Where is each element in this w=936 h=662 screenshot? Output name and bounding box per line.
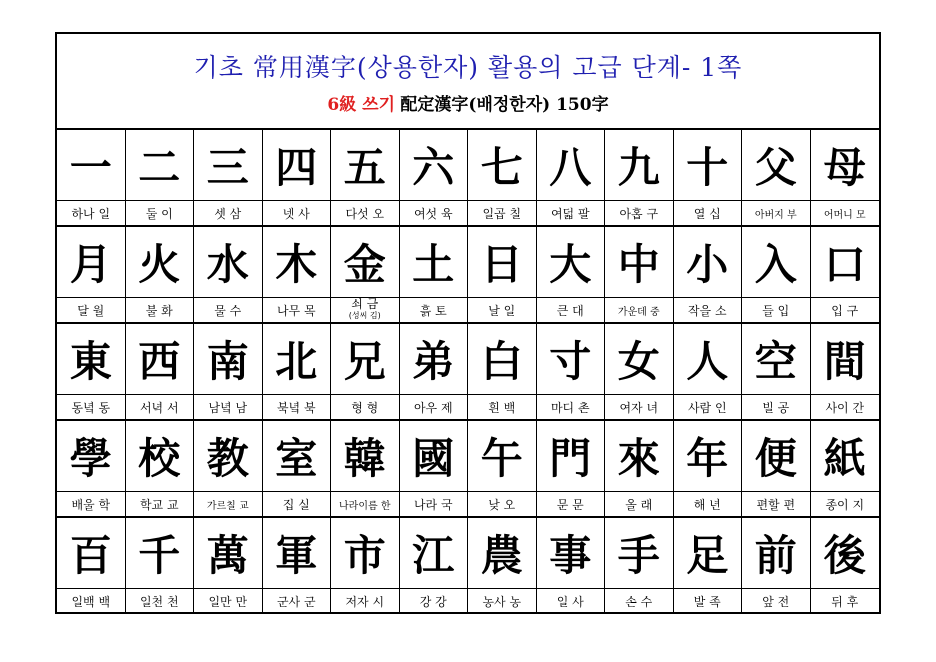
hanja-character: 小 xyxy=(686,240,729,289)
hanja-cell xyxy=(674,130,743,225)
hanja-character: 後 xyxy=(823,531,866,580)
hanja-cell xyxy=(194,227,263,322)
hanja-meaning: 배울 학 xyxy=(57,491,125,516)
hanja-cell xyxy=(537,518,606,613)
hanja-meaning: 빌 공 xyxy=(742,394,810,419)
hanja-cell xyxy=(537,130,606,225)
hanja-cell xyxy=(811,518,880,613)
hanja-character: 十 xyxy=(686,143,729,192)
hanja-cell xyxy=(674,227,743,322)
hanja-character: 教 xyxy=(206,434,249,483)
hanja-meaning xyxy=(331,297,399,322)
hanja-meaning: 나라이름 한 xyxy=(331,491,399,516)
hanja-character: 五 xyxy=(343,143,386,192)
hanja-character: 弟 xyxy=(412,337,455,386)
hanja-cell xyxy=(811,324,880,419)
hanja-cell xyxy=(605,227,674,322)
hanja-character: 東 xyxy=(69,337,112,386)
hanja-row xyxy=(57,518,879,613)
hanja-cell xyxy=(126,324,195,419)
hanja-meaning: 뒤 후 xyxy=(811,588,880,613)
hanja-cell xyxy=(468,421,537,516)
hanja-cell xyxy=(537,421,606,516)
page-title: 기초 常用漢字(상용한자) 활용의 고급 단계- 1쪽 xyxy=(193,53,743,82)
hanja-meaning: 사이 간 xyxy=(811,394,880,419)
hanja-character: 軍 xyxy=(275,531,318,580)
hanja-meaning: 집 실 xyxy=(263,491,331,516)
hanja-meaning: 동녘 동 xyxy=(57,394,125,419)
hanja-meaning: 다섯 오 xyxy=(331,200,399,225)
hanja-character: 年 xyxy=(686,434,729,483)
hanja-character: 火 xyxy=(138,240,181,289)
hanja-cell xyxy=(742,518,811,613)
hanja-cell xyxy=(263,421,332,516)
hanja-cell xyxy=(263,130,332,225)
hanja-cell xyxy=(126,518,195,613)
hanja-character: 足 xyxy=(686,531,729,580)
hanja-cell xyxy=(126,421,195,516)
hanja-cell xyxy=(194,421,263,516)
hanja-character: 江 xyxy=(412,531,455,580)
hanja-meaning-main: 쇠 금 xyxy=(351,297,379,311)
hanja-table xyxy=(57,130,879,613)
hanja-character: 門 xyxy=(549,434,592,483)
hanja-character: 來 xyxy=(617,434,660,483)
hanja-cell xyxy=(263,518,332,613)
hanja-character: 兄 xyxy=(343,337,386,386)
hanja-meaning: 불 화 xyxy=(126,297,194,322)
hanja-cell xyxy=(674,324,743,419)
hanja-cell xyxy=(468,518,537,613)
hanja-cell xyxy=(126,130,195,225)
hanja-cell xyxy=(537,227,606,322)
hanja-character: 紙 xyxy=(823,434,866,483)
hanja-character: 學 xyxy=(69,434,112,483)
hanja-meaning: 넷 사 xyxy=(263,200,331,225)
hanja-cell xyxy=(468,227,537,322)
hanja-character: 寸 xyxy=(549,337,592,386)
hanja-character: 白 xyxy=(480,337,523,386)
hanja-cell xyxy=(263,324,332,419)
hanja-meaning: 마디 촌 xyxy=(537,394,605,419)
hanja-meaning: 날 일 xyxy=(468,297,536,322)
hanja-meaning: 저자 시 xyxy=(331,588,399,613)
hanja-character: 中 xyxy=(617,240,660,289)
hanja-character: 大 xyxy=(549,240,592,289)
hanja-character: 千 xyxy=(138,531,181,580)
hanja-character: 西 xyxy=(138,337,181,386)
hanja-meaning: 여자 녀 xyxy=(605,394,673,419)
hanja-meaning: 나라 국 xyxy=(400,491,468,516)
hanja-cell xyxy=(674,421,743,516)
hanja-character: 前 xyxy=(754,531,797,580)
hanja-meaning: 발 족 xyxy=(674,588,742,613)
grade-label: 6級 쓰기 xyxy=(327,95,395,115)
hanja-character: 萬 xyxy=(206,531,249,580)
hanja-row xyxy=(57,421,879,518)
hanja-character: 北 xyxy=(275,337,318,386)
hanja-character: 百 xyxy=(69,531,112,580)
hanja-cell xyxy=(811,130,880,225)
hanja-meaning: 강 강 xyxy=(400,588,468,613)
hanja-meaning: 군사 군 xyxy=(263,588,331,613)
hanja-meaning: 가운데 중 xyxy=(605,297,673,322)
hanja-character: 手 xyxy=(617,531,660,580)
hanja-character: 空 xyxy=(754,337,797,386)
assigned-hanja-label: 配定漢字(배정한자) 150字 xyxy=(400,95,609,115)
hanja-cell xyxy=(400,227,469,322)
hanja-cell xyxy=(126,227,195,322)
hanja-cell xyxy=(194,518,263,613)
worksheet xyxy=(55,32,881,614)
hanja-cell xyxy=(605,130,674,225)
hanja-meaning: 학교 교 xyxy=(126,491,194,516)
hanja-character: 金 xyxy=(343,240,386,289)
hanja-cell xyxy=(57,130,126,225)
hanja-meaning: 나무 목 xyxy=(263,297,331,322)
hanja-character: 二 xyxy=(138,143,181,192)
hanja-cell xyxy=(605,421,674,516)
hanja-meaning: 낮 오 xyxy=(468,491,536,516)
hanja-row xyxy=(57,130,879,227)
hanja-cell xyxy=(194,324,263,419)
hanja-character: 四 xyxy=(275,143,318,192)
hanja-cell xyxy=(331,421,400,516)
hanja-character: 木 xyxy=(275,240,318,289)
hanja-meaning: 손 수 xyxy=(605,588,673,613)
hanja-meaning: 큰 대 xyxy=(537,297,605,322)
hanja-meaning: 일백 백 xyxy=(57,588,125,613)
hanja-meaning: 일곱 칠 xyxy=(468,200,536,225)
hanja-character: 口 xyxy=(823,240,866,289)
hanja-meaning: 둘 이 xyxy=(126,200,194,225)
hanja-meaning: 사람 인 xyxy=(674,394,742,419)
hanja-character: 午 xyxy=(480,434,523,483)
hanja-meaning: 종이 지 xyxy=(811,491,880,516)
hanja-meaning: 물 수 xyxy=(194,297,262,322)
worksheet-header xyxy=(57,34,879,130)
hanja-cell xyxy=(57,227,126,322)
hanja-character: 日 xyxy=(480,240,523,289)
hanja-cell xyxy=(194,130,263,225)
hanja-meaning: 작을 소 xyxy=(674,297,742,322)
hanja-meaning: 일천 천 xyxy=(126,588,194,613)
hanja-row xyxy=(57,324,879,421)
hanja-meaning-note: (성씨 김) xyxy=(348,311,381,320)
hanja-meaning: 여덟 팔 xyxy=(537,200,605,225)
hanja-character: 間 xyxy=(823,337,866,386)
page-subtitle xyxy=(57,90,879,115)
hanja-cell xyxy=(742,421,811,516)
hanja-meaning: 일 사 xyxy=(537,588,605,613)
hanja-cell xyxy=(331,130,400,225)
hanja-cell xyxy=(57,518,126,613)
hanja-character: 父 xyxy=(754,143,797,192)
hanja-character: 女 xyxy=(617,337,660,386)
hanja-meaning: 달 월 xyxy=(57,297,125,322)
hanja-meaning: 남녘 남 xyxy=(194,394,262,419)
hanja-meaning: 하나 일 xyxy=(57,200,125,225)
hanja-meaning: 올 래 xyxy=(605,491,673,516)
hanja-cell xyxy=(400,518,469,613)
hanja-cell xyxy=(331,227,400,322)
hanja-cell xyxy=(400,130,469,225)
hanja-meaning: 가르칠 교 xyxy=(194,491,262,516)
hanja-character: 三 xyxy=(206,143,249,192)
hanja-meaning: 흰 백 xyxy=(468,394,536,419)
hanja-cell xyxy=(57,324,126,419)
hanja-character: 韓 xyxy=(343,434,386,483)
hanja-character: 一 xyxy=(69,143,112,192)
hanja-cell xyxy=(263,227,332,322)
hanja-cell xyxy=(468,324,537,419)
hanja-meaning: 농사 농 xyxy=(468,588,536,613)
hanja-meaning: 흙 토 xyxy=(400,297,468,322)
hanja-meaning: 편할 편 xyxy=(742,491,810,516)
hanja-meaning: 앞 전 xyxy=(742,588,810,613)
hanja-meaning: 여섯 육 xyxy=(400,200,468,225)
hanja-meaning: 아홉 구 xyxy=(605,200,673,225)
hanja-character: 便 xyxy=(754,434,797,483)
hanja-cell xyxy=(605,518,674,613)
hanja-cell xyxy=(605,324,674,419)
hanja-row xyxy=(57,227,879,324)
hanja-cell xyxy=(400,421,469,516)
hanja-character: 室 xyxy=(275,434,318,483)
hanja-cell xyxy=(537,324,606,419)
hanja-character: 九 xyxy=(617,143,660,192)
hanja-meaning: 아우 제 xyxy=(400,394,468,419)
hanja-character: 月 xyxy=(69,240,112,289)
hanja-meaning: 열 십 xyxy=(674,200,742,225)
hanja-character: 南 xyxy=(206,337,249,386)
hanja-meaning: 입 구 xyxy=(811,297,880,322)
hanja-cell xyxy=(742,324,811,419)
hanja-character: 事 xyxy=(549,531,592,580)
hanja-cell xyxy=(468,130,537,225)
hanja-meaning: 서녁 서 xyxy=(126,394,194,419)
hanja-meaning: 일만 만 xyxy=(194,588,262,613)
hanja-meaning: 해 년 xyxy=(674,491,742,516)
hanja-cell xyxy=(331,324,400,419)
hanja-character: 入 xyxy=(754,240,797,289)
hanja-cell xyxy=(331,518,400,613)
hanja-cell xyxy=(742,130,811,225)
hanja-cell xyxy=(400,324,469,419)
hanja-character: 校 xyxy=(138,434,181,483)
hanja-meaning: 어머니 모 xyxy=(811,200,880,225)
hanja-character: 農 xyxy=(480,531,523,580)
hanja-character: 母 xyxy=(823,143,866,192)
hanja-character: 人 xyxy=(686,337,729,386)
hanja-cell xyxy=(674,518,743,613)
hanja-cell xyxy=(811,421,880,516)
hanja-cell xyxy=(811,227,880,322)
hanja-character: 六 xyxy=(412,143,455,192)
hanja-cell xyxy=(742,227,811,322)
hanja-meaning: 북녘 북 xyxy=(263,394,331,419)
hanja-character: 市 xyxy=(343,531,386,580)
hanja-meaning: 들 입 xyxy=(742,297,810,322)
hanja-cell xyxy=(57,421,126,516)
hanja-character: 土 xyxy=(412,240,455,289)
hanja-character: 國 xyxy=(412,434,455,483)
hanja-character: 八 xyxy=(549,143,592,192)
hanja-meaning: 셋 삼 xyxy=(194,200,262,225)
hanja-meaning: 문 문 xyxy=(537,491,605,516)
hanja-meaning: 아버지 부 xyxy=(742,200,810,225)
hanja-character: 水 xyxy=(206,240,249,289)
hanja-meaning: 형 형 xyxy=(331,394,399,419)
hanja-character: 七 xyxy=(480,143,523,192)
